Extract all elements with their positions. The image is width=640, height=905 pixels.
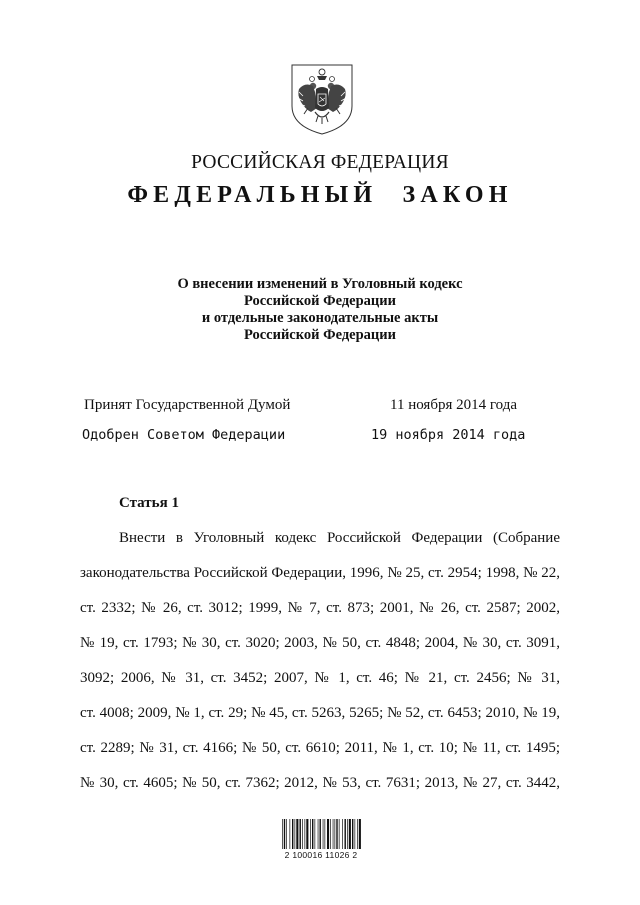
- article-text-line: Внести в Уголовный кодекс Российской Федерации (Собрание: [119, 530, 560, 546]
- law-title: [0, 276, 640, 344]
- law-title-line: Российской Федерации: [243, 293, 396, 309]
- article-text-line: законодательства Российской Федерации, 1996, № 25, ст. 2954; 1998, № 22,: [80, 565, 560, 581]
- law-title-line: и отдельные законодательные акты: [201, 310, 439, 326]
- article-text-line: ст. 2289; № 31, ст. 4166; № 50, ст. 6610; 2011, № 1, ст. 10; № 11, ст. 1495;: [80, 740, 560, 756]
- adoption-row-duma: [84, 397, 544, 414]
- adoption-date: 19 ноября 2014 года: [371, 427, 526, 443]
- article-text-line: № 19, ст. 1793; № 30, ст. 3020; 2003, № 50, ст. 4848; 2004, № 30, ст. 3091,: [80, 635, 560, 651]
- adoption-label: Одобрен Советом Федерации: [82, 427, 286, 443]
- adoption-row-council: [82, 427, 542, 443]
- law-title-line: О внесении изменений в Уголовный кодекс: [177, 276, 463, 292]
- adoption-date: 11 ноября 2014 года: [390, 397, 518, 413]
- law-type-heading: ФЕДЕРАЛЬНЫЙ ЗАКОН: [127, 182, 513, 208]
- barcode-number: 2 100016 11026 2: [284, 850, 358, 860]
- law-title-line: Российской Федерации: [243, 327, 396, 343]
- country-name: РОССИЙСКАЯ ФЕДЕРАЦИЯ: [191, 152, 449, 173]
- barcode-icon: [281, 819, 361, 849]
- adoption-label: Принят Государственной Думой: [84, 397, 291, 413]
- state-emblem-icon: [289, 62, 355, 136]
- article-text-line: 3092; 2006, № 31, ст. 3452; 2007, № 1, ст. 46; № 21, ст. 2456; № 31,: [80, 670, 560, 686]
- article-heading: Статья 1: [119, 495, 179, 511]
- article-text-line: ст. 2332; № 26, ст. 3012; 1999, № 7, ст. 873; 2001, № 26, ст. 2587; 2002,: [80, 600, 560, 616]
- article-text-line: № 30, ст. 4605; № 50, ст. 7362; 2012, № 53, ст. 7631; 2013, № 27, ст. 3442,: [80, 775, 560, 791]
- article-text-line: ст. 4008; 2009, № 1, ст. 29; № 45, ст. 5263, 5265; № 52, ст. 6453; 2010, № 19,: [80, 705, 560, 721]
